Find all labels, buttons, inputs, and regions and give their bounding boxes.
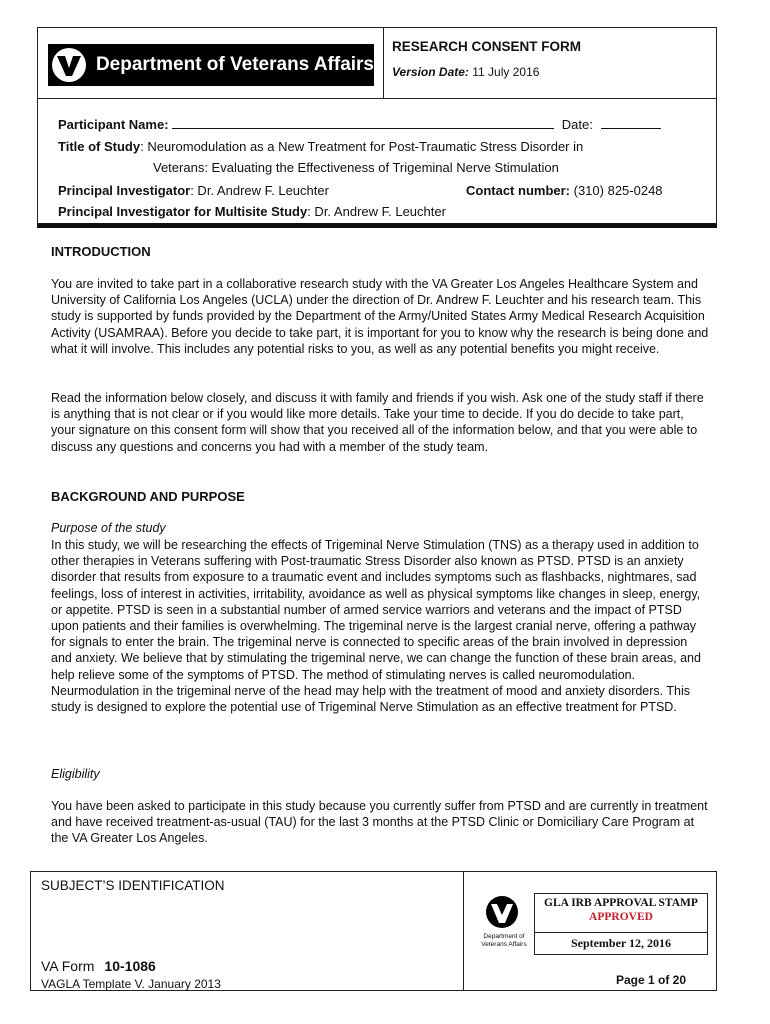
version-value: 11 July 2016 (472, 65, 540, 79)
page-number: Page 1 of 20 (615, 973, 686, 987)
date-field[interactable] (601, 116, 661, 129)
contact-row (466, 183, 663, 198)
va-logo (48, 44, 374, 86)
participant-name-field[interactable] (172, 116, 554, 129)
study-title-line1: : Neuromodulation as a New Treatment for Post-Traumatic Stress Disorder in (140, 139, 584, 154)
stamp-box (534, 893, 708, 955)
study-title-label: Title of Study (58, 139, 141, 154)
stamp-title: GLA IRB APPROVAL STAMP (544, 897, 698, 909)
form-title: RESEARCH CONSENT FORM (392, 39, 582, 54)
pi-multisite-row (58, 204, 446, 219)
subject-identification: SUBJECT’S IDENTIFICATION (41, 878, 225, 893)
pi-multisite-label: Principal Investigator for Multisite Study (58, 204, 308, 219)
contact-label: Contact number: (466, 183, 570, 198)
header-divider-vertical (383, 28, 384, 98)
stamp-divider (535, 932, 707, 933)
consent-header (37, 27, 717, 225)
va-form-label: VA Form (41, 958, 95, 974)
va-form-number: 10-1086 (104, 958, 156, 974)
study-title-line2: Veterans: Evaluating the Effectiveness of Trigeminal Nerve Stimulation (153, 160, 559, 175)
logo-text: Department of Veterans Affairs (95, 54, 374, 75)
eligibility-paragraph: You have been asked to participate in this study because you currently suffer from PTSD and are currently in treatment and have received treatment-as-usual (TAU) for the last 3 months at the PTSD Clinic or Domiciliary Care Program at the VA Greater Los Angeles. (51, 799, 708, 846)
template-version: VAGLA Template V. January 2013 (41, 977, 221, 991)
pi-label: Principal Investigator (58, 183, 191, 198)
va-seal-icon (48, 44, 90, 86)
purpose-label: Purpose of the study (51, 521, 166, 535)
pi-value: : Dr. Andrew F. Leuchter (190, 183, 329, 198)
eligibility-label: Eligibility (51, 767, 100, 781)
stamp-department: Department of Veterans Affairs (481, 933, 527, 948)
pi-multisite-value: : Dr. Andrew F. Leuchter (307, 204, 446, 219)
participant-row (58, 116, 661, 132)
stamp-date: September 12, 2016 (570, 936, 672, 950)
footer-divider (463, 872, 464, 990)
irb-approval-stamp (472, 893, 708, 955)
intro-paragraph-1: You are invited to take part in a collaborative research study with the VA Greater Los Angeles Healthcare System and University of California Los Angeles (UCLA) under the direction of Dr. Andrew F. Leuchter and his research team. This study is supported by funds provided by the Department of the Army/United States Army Medical Research Acquisition Activity (USAMRAA). Before you decide to take part, it is important for you to know why the research is being done and what it will involve. This includes any potential risks to you, as well as any potential benefits you might receive. (51, 277, 709, 356)
date-label: Date: (561, 117, 593, 132)
background-heading: BACKGROUND AND PURPOSE (51, 489, 245, 504)
stamp-status: APPROVED (589, 911, 653, 923)
header-bottom-rule (37, 223, 717, 228)
contact-value: (310) 825-0248 (573, 183, 663, 198)
intro-heading: INTRODUCTION (51, 244, 151, 259)
header-divider (38, 98, 716, 99)
purpose-paragraph: In this study, we will be researching the effects of Trigeminal Nerve Stimulation (TNS) as a therapy used in addition to other therapies in Veterans suffering with Post-traumatic Stress Disorder also known as PTSD. PTSD is an anxiety disorder that results from exposure to a traumatic event and includes symptoms such as flashbacks, nightmares, sad feelings, loss of interest in activities, irritability, avoidance as well as physical symptoms like changes in sleep, energy, or appetite. PTSD is seen in a substantial number of armed service warriors and veterans and the impact of PTSD upon patients and their families is overwhelming. The trigeminal nerve is the largest cranial nerve, offering a pathway for signals to enter the brain. The trigeminal nerve is connected to specific areas of the brain involved in depression and anxiety. We believe that by stimulating the trigeminal nerve, we can change the function of these brain areas, and help relieve some of the symptoms of PTSD. The method of stimulating nerves is called neuromodulation. Neurmodulation in the trigeminal nerve of the head may help with the treatment of mood and anxiety disorders. This study is designed to explore the potential use of Trigeminal Nerve Stimulation as an effective treatment for PTSD. (51, 538, 701, 715)
va-stamp-seal-icon (472, 895, 532, 953)
version-date (392, 65, 539, 79)
study-title-row (58, 139, 583, 154)
participant-label: Participant Name: (58, 117, 169, 132)
version-label: Version Date: (392, 65, 469, 79)
va-form-id (41, 958, 156, 974)
pi-row (58, 183, 329, 198)
intro-paragraph-2: Read the information below closely, and discuss it with family and friends if you wish. Ask one of the study staff if there is anything that is not clear or if you would like more details. Take your time to decide. If you do decide to take part, your signature on this consent form will show that you received all of the information below, and that you were able to discuss any questions and concerns you had with a member of the study team. (51, 391, 704, 454)
